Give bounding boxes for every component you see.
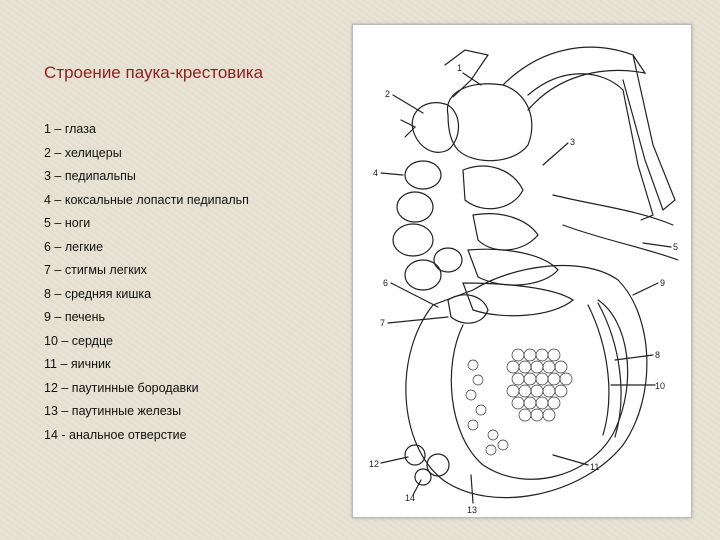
gland-cell — [531, 409, 543, 421]
pedipalp-segment — [405, 161, 441, 189]
figure-label: 11 — [590, 462, 600, 472]
figure-label: 7 — [380, 318, 386, 328]
legend-item: 14 - анальное отверстие — [44, 427, 187, 442]
legend-item: 7 – стигмы легких — [44, 263, 147, 277]
leader-line — [393, 95, 423, 113]
spider-anatomy-drawing — [353, 25, 691, 517]
gland-cell — [488, 430, 498, 440]
leader-line — [391, 283, 438, 307]
gland-cell — [519, 409, 531, 421]
spider-anatomy-figure — [352, 24, 692, 518]
figure-label: 4 — [373, 168, 379, 178]
gland-cell — [560, 373, 572, 385]
gland-cell — [486, 445, 496, 455]
leg-drawing — [553, 195, 673, 225]
abdomen-inner-drawing — [451, 300, 627, 479]
gland-cell — [548, 373, 560, 385]
gland-cell — [476, 405, 486, 415]
leader-line — [643, 243, 671, 247]
legend-item: 9 – печень — [44, 310, 106, 324]
legend-item: 10 – сердце — [44, 333, 113, 348]
legend-item: 8 – средняя кишка — [44, 286, 152, 301]
figure-label: 8 — [655, 350, 661, 360]
spinneret-drawing — [415, 469, 431, 485]
gland-cell — [507, 361, 519, 373]
figure-label: 9 — [660, 278, 666, 288]
figure-label: 2 — [385, 89, 391, 99]
figure-label: 1 — [457, 63, 463, 73]
gland-cell — [519, 361, 531, 373]
leader-line — [463, 73, 481, 85]
leg-drawing — [528, 74, 653, 220]
heart-drawing — [588, 305, 609, 435]
pedipalp-segment — [397, 192, 433, 222]
pedipalp-segment — [393, 224, 433, 256]
figure-label: 13 — [467, 505, 478, 515]
coxa-drawing — [468, 249, 558, 285]
legend-item: 13 – паутинные железы — [44, 404, 182, 418]
legend-item: 11 – яичник — [44, 357, 111, 371]
legend-item: 5 – ноги — [44, 216, 91, 230]
gland-cell — [536, 397, 548, 409]
leg-drawing — [563, 225, 678, 260]
gland-cell — [531, 385, 543, 397]
gland-cell — [524, 349, 536, 361]
pedipalp-segment — [434, 248, 462, 272]
gland-cell — [531, 361, 543, 373]
gland-cell — [555, 385, 567, 397]
leader-line — [553, 455, 588, 465]
head-drawing — [447, 84, 531, 161]
abdomen-drawing — [406, 266, 647, 498]
gland-cell — [543, 361, 555, 373]
gland-cell — [512, 349, 524, 361]
leader-line — [543, 143, 568, 165]
gland-cell — [524, 373, 536, 385]
figure-label: 14 — [405, 493, 416, 503]
leg-drawing — [623, 55, 675, 210]
figure-label: 10 — [655, 381, 666, 391]
chelicera-drawing — [401, 120, 415, 137]
gland-cell — [548, 397, 560, 409]
leader-line — [388, 317, 448, 323]
gland-cell — [548, 349, 560, 361]
gland-cell — [524, 397, 536, 409]
legend-item: 6 – легкие — [44, 239, 104, 254]
gland-cell — [468, 420, 478, 430]
gland-cell — [512, 373, 524, 385]
gland-cell — [498, 440, 508, 450]
leg-drawing — [445, 50, 488, 97]
figure-label: 5 — [673, 242, 679, 252]
gland-cell — [519, 385, 531, 397]
gland-cell — [543, 409, 555, 421]
leader-line — [633, 283, 658, 295]
legend-item: 12 – паутинные бородавки — [44, 380, 199, 395]
gland-cell — [468, 360, 478, 370]
gland-cell — [543, 385, 555, 397]
leader-line — [381, 457, 408, 463]
coxa-drawing — [473, 214, 538, 250]
figure-label: 12 — [369, 459, 380, 469]
lung-drawing — [448, 295, 488, 323]
legend-list — [44, 120, 294, 449]
gland-cell — [473, 375, 483, 385]
gland-cell — [536, 373, 548, 385]
legend-item: 1 – глаза — [44, 122, 96, 136]
slide-title: Строение паука-крестовика — [44, 63, 264, 82]
gland-cell — [555, 361, 567, 373]
leader-line — [381, 173, 403, 175]
legend-item: 4 – коксальные лопасти педипальп — [44, 192, 249, 207]
gland-cell — [512, 397, 524, 409]
gland-cell — [466, 390, 476, 400]
leader-line — [471, 475, 473, 503]
legend-item: 2 – хелицеры — [44, 145, 122, 160]
gland-cell — [507, 385, 519, 397]
figure-label: 3 — [570, 137, 576, 147]
legend-item: 3 – педипальпы — [44, 169, 136, 183]
coxa-drawing — [463, 166, 523, 209]
figure-label: 6 — [383, 278, 389, 288]
gland-cell — [536, 349, 548, 361]
